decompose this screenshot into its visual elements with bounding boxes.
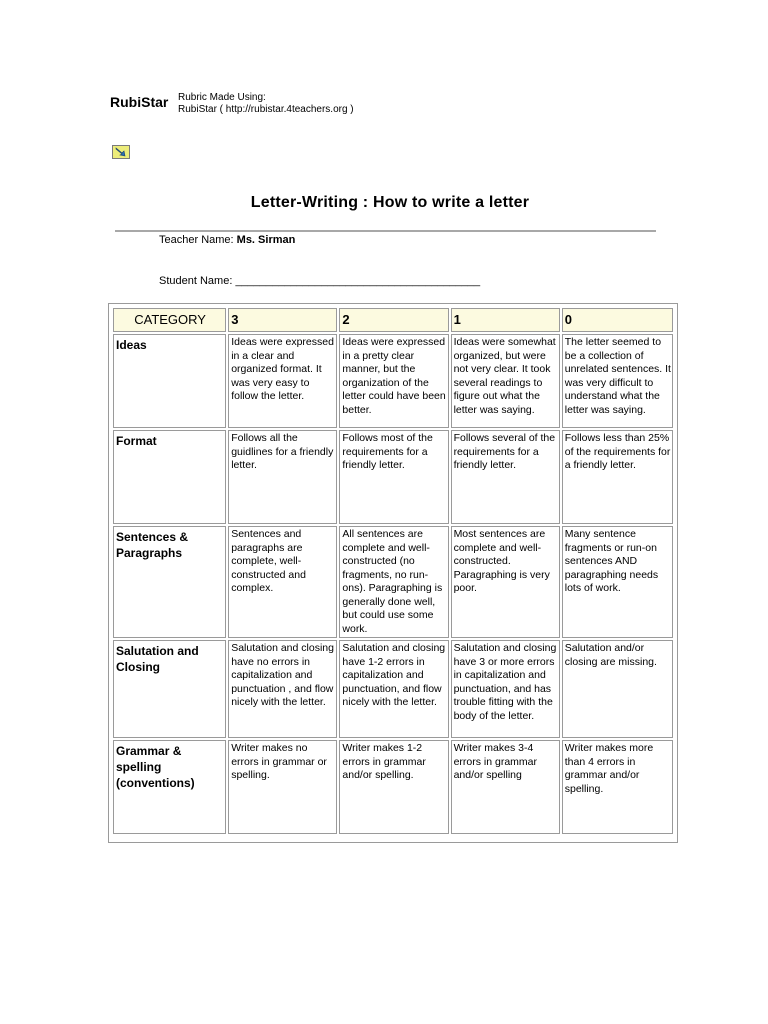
- brand-name: RubiStar: [110, 94, 169, 110]
- teacher-name-value: Ms. Sirman: [236, 234, 296, 246]
- rubistar-pencil-icon[interactable]: [112, 145, 130, 159]
- table-cell: All sentences are complete and well-constructed (no fragments, no run-ons). Paragraphing is generally done well, but could use some work.: [339, 526, 448, 638]
- table-cell: Writer makes 3-4 errors in grammar and/or spelling: [451, 740, 560, 834]
- rubric-table: [111, 306, 675, 836]
- table-cell: Follows several of the requirements for a friendly letter.: [451, 430, 560, 524]
- table-cell: Salutation and closing have no errors in capitalization and punctuation , and flow nicely with the letter.: [228, 640, 337, 738]
- table-cell: Ideas were somewhat organized, but were not very clear. It took several readings to figure out what the letter was saying.: [451, 334, 560, 428]
- header: [110, 92, 354, 116]
- student-name-blank[interactable]: ________________________________________: [235, 275, 481, 287]
- title-divider: [115, 230, 656, 232]
- row-category: Salutation and Closing: [113, 640, 226, 738]
- table-cell: Follows less than 25% of the requirements for a friendly letter.: [562, 430, 673, 524]
- header-category: CATEGORY: [113, 308, 226, 332]
- header-score-2: 2: [339, 308, 448, 332]
- student-name-line: [159, 275, 480, 287]
- table-cell: Salutation and/or closing are missing.: [562, 640, 673, 738]
- table-cell: Salutation and closing have 3 or more errors in capitalization and punctuation, and has trouble fitting with the body of the letter.: [451, 640, 560, 738]
- made-using-line-2[interactable]: RubiStar ( http://rubistar.4teachers.org ): [178, 104, 354, 115]
- student-name-label: Student Name:: [159, 275, 233, 287]
- table-row: [113, 640, 673, 738]
- table-cell: Follows most of the requirements for a friendly letter.: [339, 430, 448, 524]
- made-using-line-1: Rubric Made Using:: [178, 92, 266, 103]
- table-row: [113, 526, 673, 638]
- row-category: Sentences & Paragraphs: [113, 526, 226, 638]
- row-category: Grammar & spelling (conventions): [113, 740, 226, 834]
- row-category: Ideas: [113, 334, 226, 428]
- table-cell: Sentences and paragraphs are complete, well-constructed and complex.: [228, 526, 337, 638]
- page-title: Letter-Writing : How to write a letter: [250, 194, 530, 211]
- teacher-name-line: [159, 234, 295, 246]
- table-row: [113, 334, 673, 428]
- table-cell: Ideas were expressed in a pretty clear manner, but the organization of the letter could have been better.: [339, 334, 448, 428]
- header-score-1: 1: [451, 308, 560, 332]
- made-using-note: [178, 92, 354, 116]
- table-cell: Writer makes 1-2 errors in grammar and/or spelling.: [339, 740, 448, 834]
- table-cell: Ideas were expressed in a clear and organized format. It was very easy to follow the letter.: [228, 334, 337, 428]
- table-row: [113, 740, 673, 834]
- table-cell: Writer makes no errors in grammar or spelling.: [228, 740, 337, 834]
- table-cell: Many sentence fragments or run-on sentences AND paragraphing needs lots of work.: [562, 526, 673, 638]
- rubric-header-row: [113, 308, 673, 332]
- table-cell: Most sentences are complete and well-constructed. Paragraphing is very poor.: [451, 526, 560, 638]
- teacher-name-label: Teacher Name:: [159, 234, 234, 246]
- table-cell: Salutation and closing have 1-2 errors in capitalization and punctuation, and flow nicely with the letter.: [339, 640, 448, 738]
- table-cell: Writer makes more than 4 errors in grammar and/or spelling.: [562, 740, 673, 834]
- table-cell: Follows all the guidlines for a friendly letter.: [228, 430, 337, 524]
- header-score-3: 3: [228, 308, 337, 332]
- row-category: Format: [113, 430, 226, 524]
- table-row: [113, 430, 673, 524]
- table-cell: The letter seemed to be a collection of unrelated sentences. It was very difficult to understand what the letter was saying.: [562, 334, 673, 428]
- header-score-0: 0: [562, 308, 673, 332]
- rubric-frame: [108, 303, 678, 843]
